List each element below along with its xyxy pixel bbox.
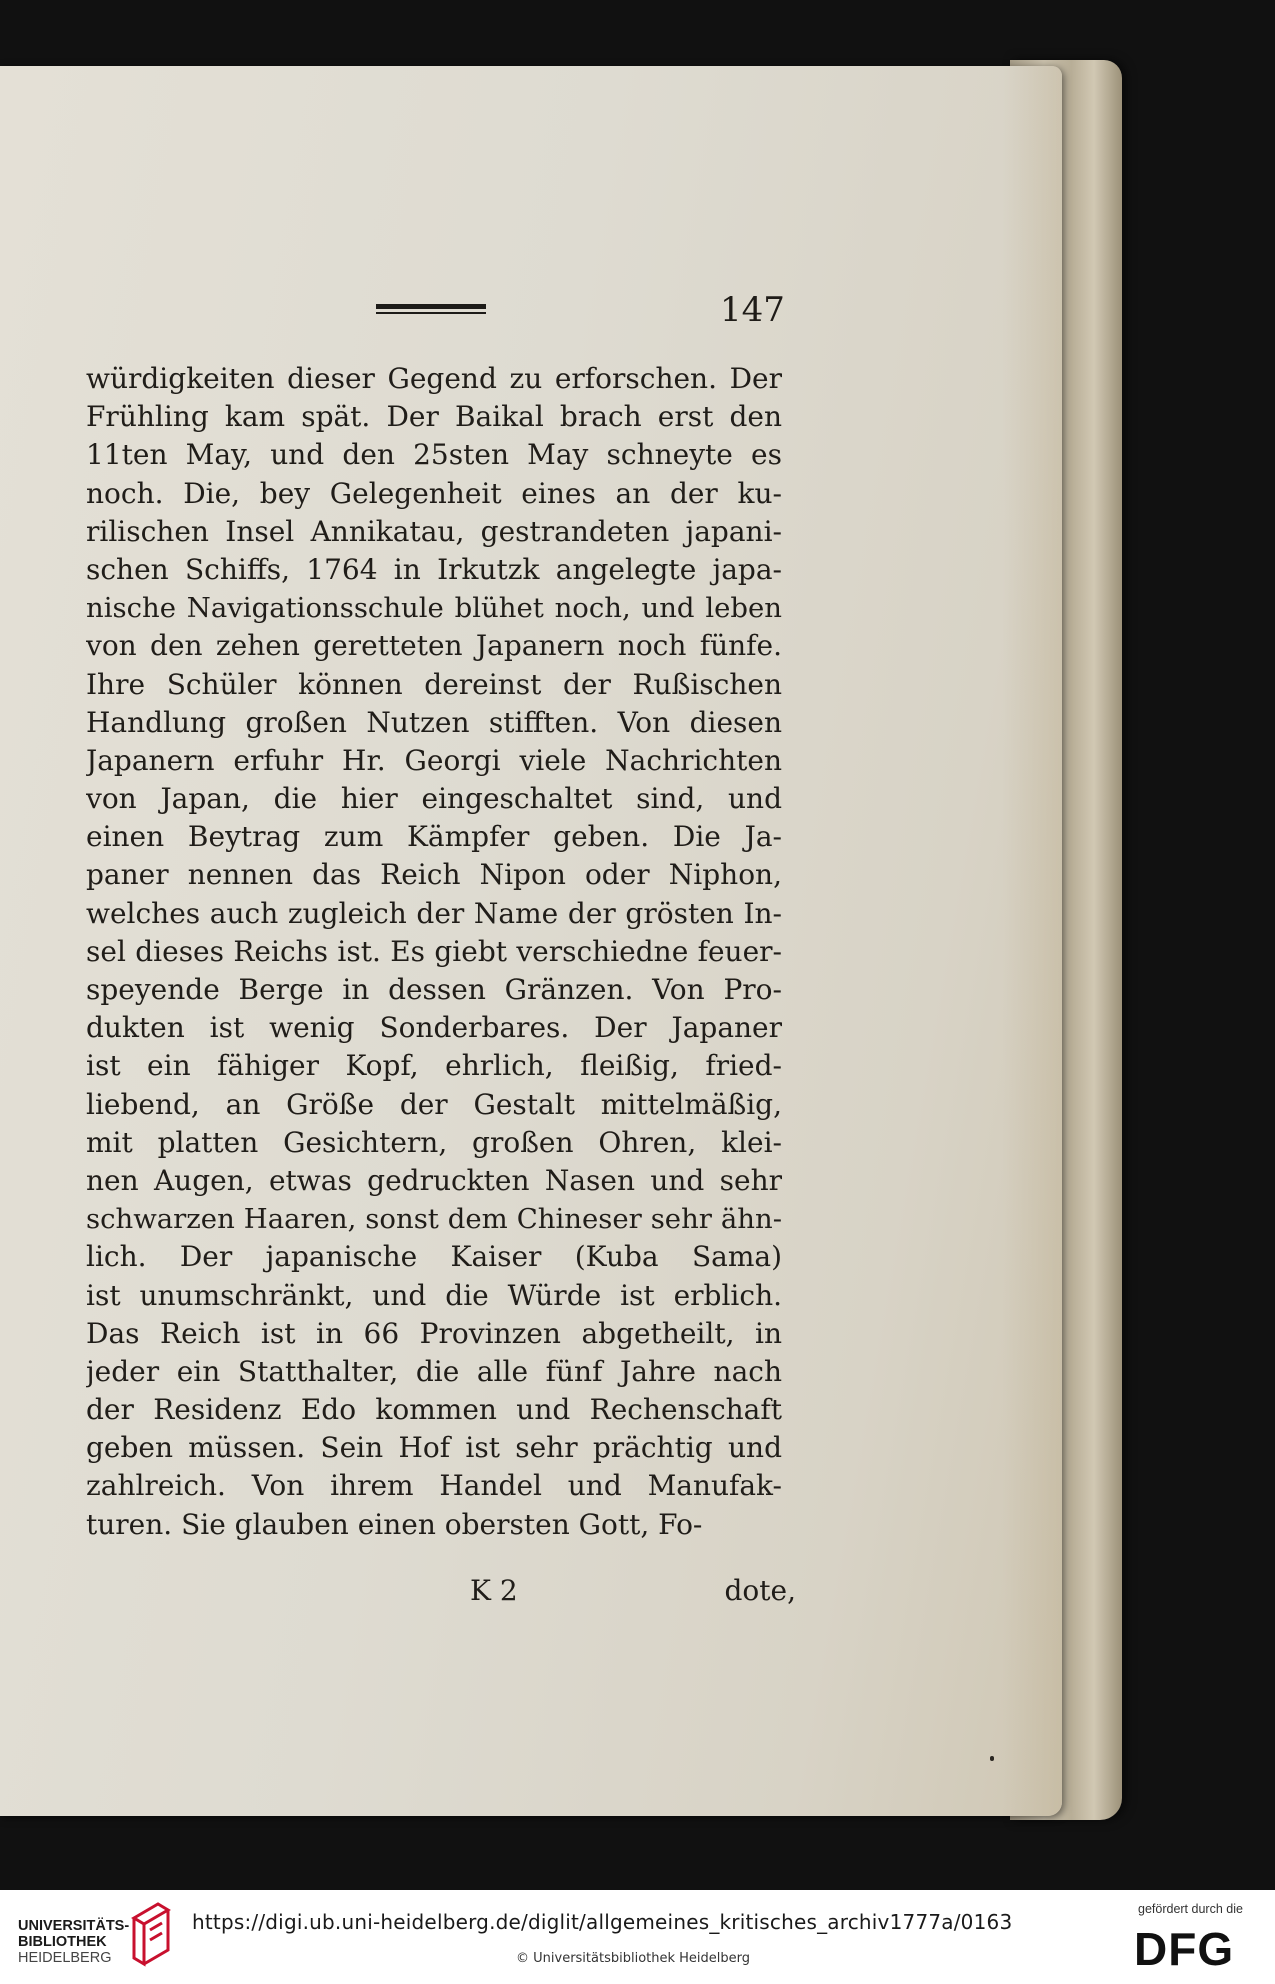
library-logo-icon <box>128 1898 176 1970</box>
page-footer <box>86 1574 796 1614</box>
text-line: von den zehen geretteten Japanern noch fünfe. <box>86 629 782 663</box>
paper-speck <box>990 1756 994 1761</box>
funding-note: gefördert durch die <box>1138 1902 1243 1916</box>
text-line: ist ein fähiger Kopf, ehrlich, fleißig, fried- <box>86 1049 782 1083</box>
text-line: von Japan, die hier eingeschaltet sind, und <box>86 782 782 816</box>
text-line: welches auch zugleich der Name der grösten In- <box>86 896 782 930</box>
text-line: speyende Berge in dessen Gränzen. Von Pro- <box>86 973 782 1006</box>
text-line: nen Augen, etwas gedruckten Nasen und sehr <box>86 1163 782 1197</box>
viewer-footer-bar <box>0 1890 1275 1984</box>
text-line: sel dieses Reichs ist. Es giebt verschiedne feuer- <box>86 934 782 968</box>
text-line: Ihre Schüler können dereinst der Rußischen <box>86 667 782 701</box>
text-line: dukten ist wenig Sonderbares. Der Japaner <box>86 1011 782 1045</box>
text-line: zahlreich. Von ihrem Handel und Manufak- <box>86 1469 782 1503</box>
text-line: nische Navigationsschule blühet noch, und leben <box>86 592 782 625</box>
text-line: einen Beytrag zum Kämpfer geben. Die Ja- <box>86 820 782 854</box>
text-line: Frühling kam spät. Der Baikal brach erst den <box>86 400 782 434</box>
text-line: würdigkeiten dieser Gegend zu erforschen. Der <box>86 362 782 395</box>
page-number: 147 <box>720 290 785 330</box>
copyright-notice: © Universitätsbibliothek Heidelberg <box>516 1951 751 1966</box>
catchword: dote, <box>724 1574 796 1607</box>
text-line: 11ten May, und den 25sten May schneyte es <box>86 438 782 472</box>
header-rule <box>376 304 486 316</box>
text-line: Das Reich ist in 66 Provinzen abgetheilt, in <box>86 1316 782 1350</box>
signature-mark: K 2 <box>470 1574 518 1607</box>
body-text <box>86 360 782 1544</box>
text-line: liebend, an Größe der Gestalt mittelmäßig, <box>86 1087 782 1121</box>
text-line: noch. Die, bey Gelegenheit eines an der ku- <box>86 476 782 510</box>
book-page <box>0 66 1062 1816</box>
dfg-logo: DFG <box>1134 1923 1235 1975</box>
text-line: schen Schiffs, 1764 in Irkutzk angelegte japa- <box>86 552 782 586</box>
text-line: turen. Sie glauben einen obersten Gott, Fo- <box>86 1507 703 1541</box>
text-line: Handlung großen Nutzen stifften. Von diesen <box>86 705 782 739</box>
text-line: paner nennen das Reich Nipon oder Niphon, <box>86 858 782 892</box>
text-line: schwarzen Haaren, sonst dem Chineser sehr ähn- <box>86 1203 782 1236</box>
text-line: ist unumschränkt, und die Würde ist erblich. <box>86 1278 782 1312</box>
text-line: jeder ein Statthalter, die alle fünf Jahre nach <box>86 1354 782 1388</box>
library-name: UNIVERSITÄTS- BIBLIOTHEK HEIDELBERG <box>18 1918 130 1966</box>
text-line: geben müssen. Sein Hof ist sehr prächtig und <box>86 1431 782 1465</box>
permalink-url[interactable]: https://digi.ub.uni-heidelberg.de/diglit/allgemeines_kritisches_archiv1777a/0163 <box>192 1910 1013 1934</box>
text-line: mit platten Gesichtern, großen Ohren, klei- <box>86 1125 782 1159</box>
text-line: Japanern erfuhr Hr. Georgi viele Nachrichten <box>86 743 782 777</box>
text-line: lich. Der japanische Kaiser (Kuba Sama) <box>86 1240 782 1274</box>
text-line: der Residenz Edo kommen und Rechenschaft <box>86 1393 782 1427</box>
text-line: rilischen Insel Annikatau, gestrandeten japani- <box>86 514 782 548</box>
